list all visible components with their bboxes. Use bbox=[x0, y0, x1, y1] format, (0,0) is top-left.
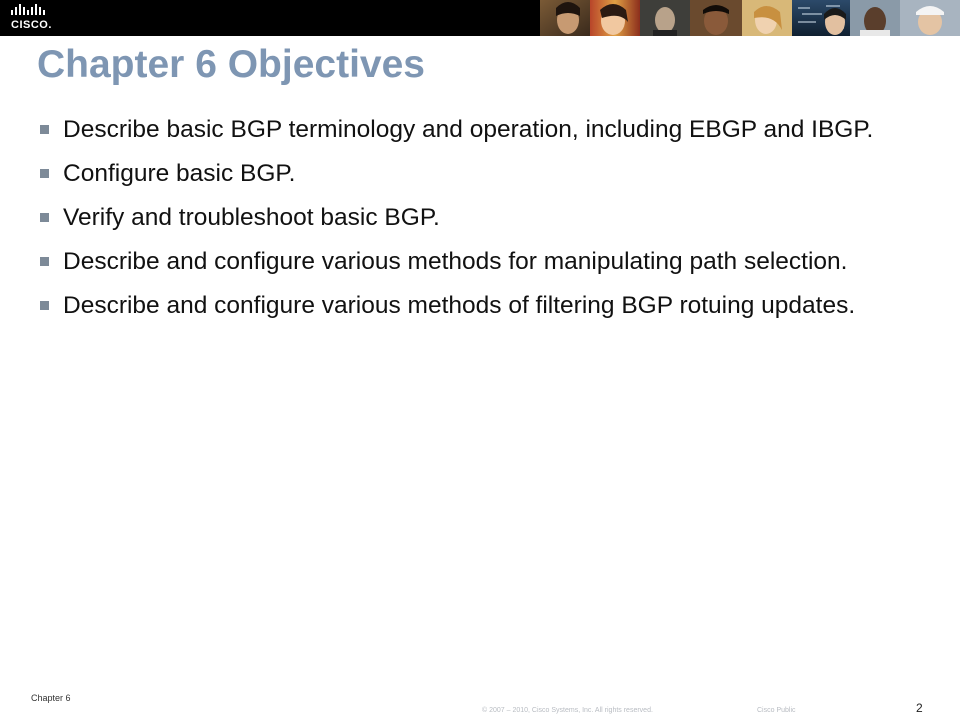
square-bullet-icon bbox=[40, 125, 49, 134]
bullet-text: Verify and troubleshoot basic BGP. bbox=[63, 204, 440, 231]
objectives-list bbox=[39, 112, 899, 332]
square-bullet-icon bbox=[40, 257, 49, 266]
bullet-item bbox=[39, 288, 899, 323]
cisco-logo-text: CISCO. bbox=[11, 19, 52, 31]
square-bullet-icon bbox=[40, 169, 49, 178]
bullet-item bbox=[39, 156, 899, 191]
footer-classification: Cisco Public bbox=[757, 707, 796, 714]
bullet-item bbox=[39, 200, 899, 235]
footer-copyright: © 2007 – 2010, Cisco Systems, Inc. All rights reserved. bbox=[482, 707, 653, 714]
cisco-bars-icon bbox=[8, 3, 52, 17]
cisco-logo bbox=[8, 3, 56, 33]
slide-title: Chapter 6 Objectives bbox=[37, 43, 425, 86]
header-banner bbox=[0, 0, 960, 36]
bullet-text: Describe basic BGP terminology and operation, including EBGP and IBGP. bbox=[63, 116, 874, 143]
bullet-text: Describe and configure various methods for manipulating path selection. bbox=[63, 248, 848, 275]
page-number: 2 bbox=[916, 701, 923, 715]
people-photo-strip-icon bbox=[540, 0, 960, 36]
footer-chapter-label: Chapter 6 bbox=[31, 693, 71, 703]
bullet-text: Describe and configure various methods of filtering BGP rotuing updates. bbox=[63, 292, 856, 319]
square-bullet-icon bbox=[40, 213, 49, 222]
bullet-item bbox=[39, 112, 899, 147]
bullet-text: Configure basic BGP. bbox=[63, 160, 296, 187]
bullet-item bbox=[39, 244, 899, 279]
square-bullet-icon bbox=[40, 301, 49, 310]
